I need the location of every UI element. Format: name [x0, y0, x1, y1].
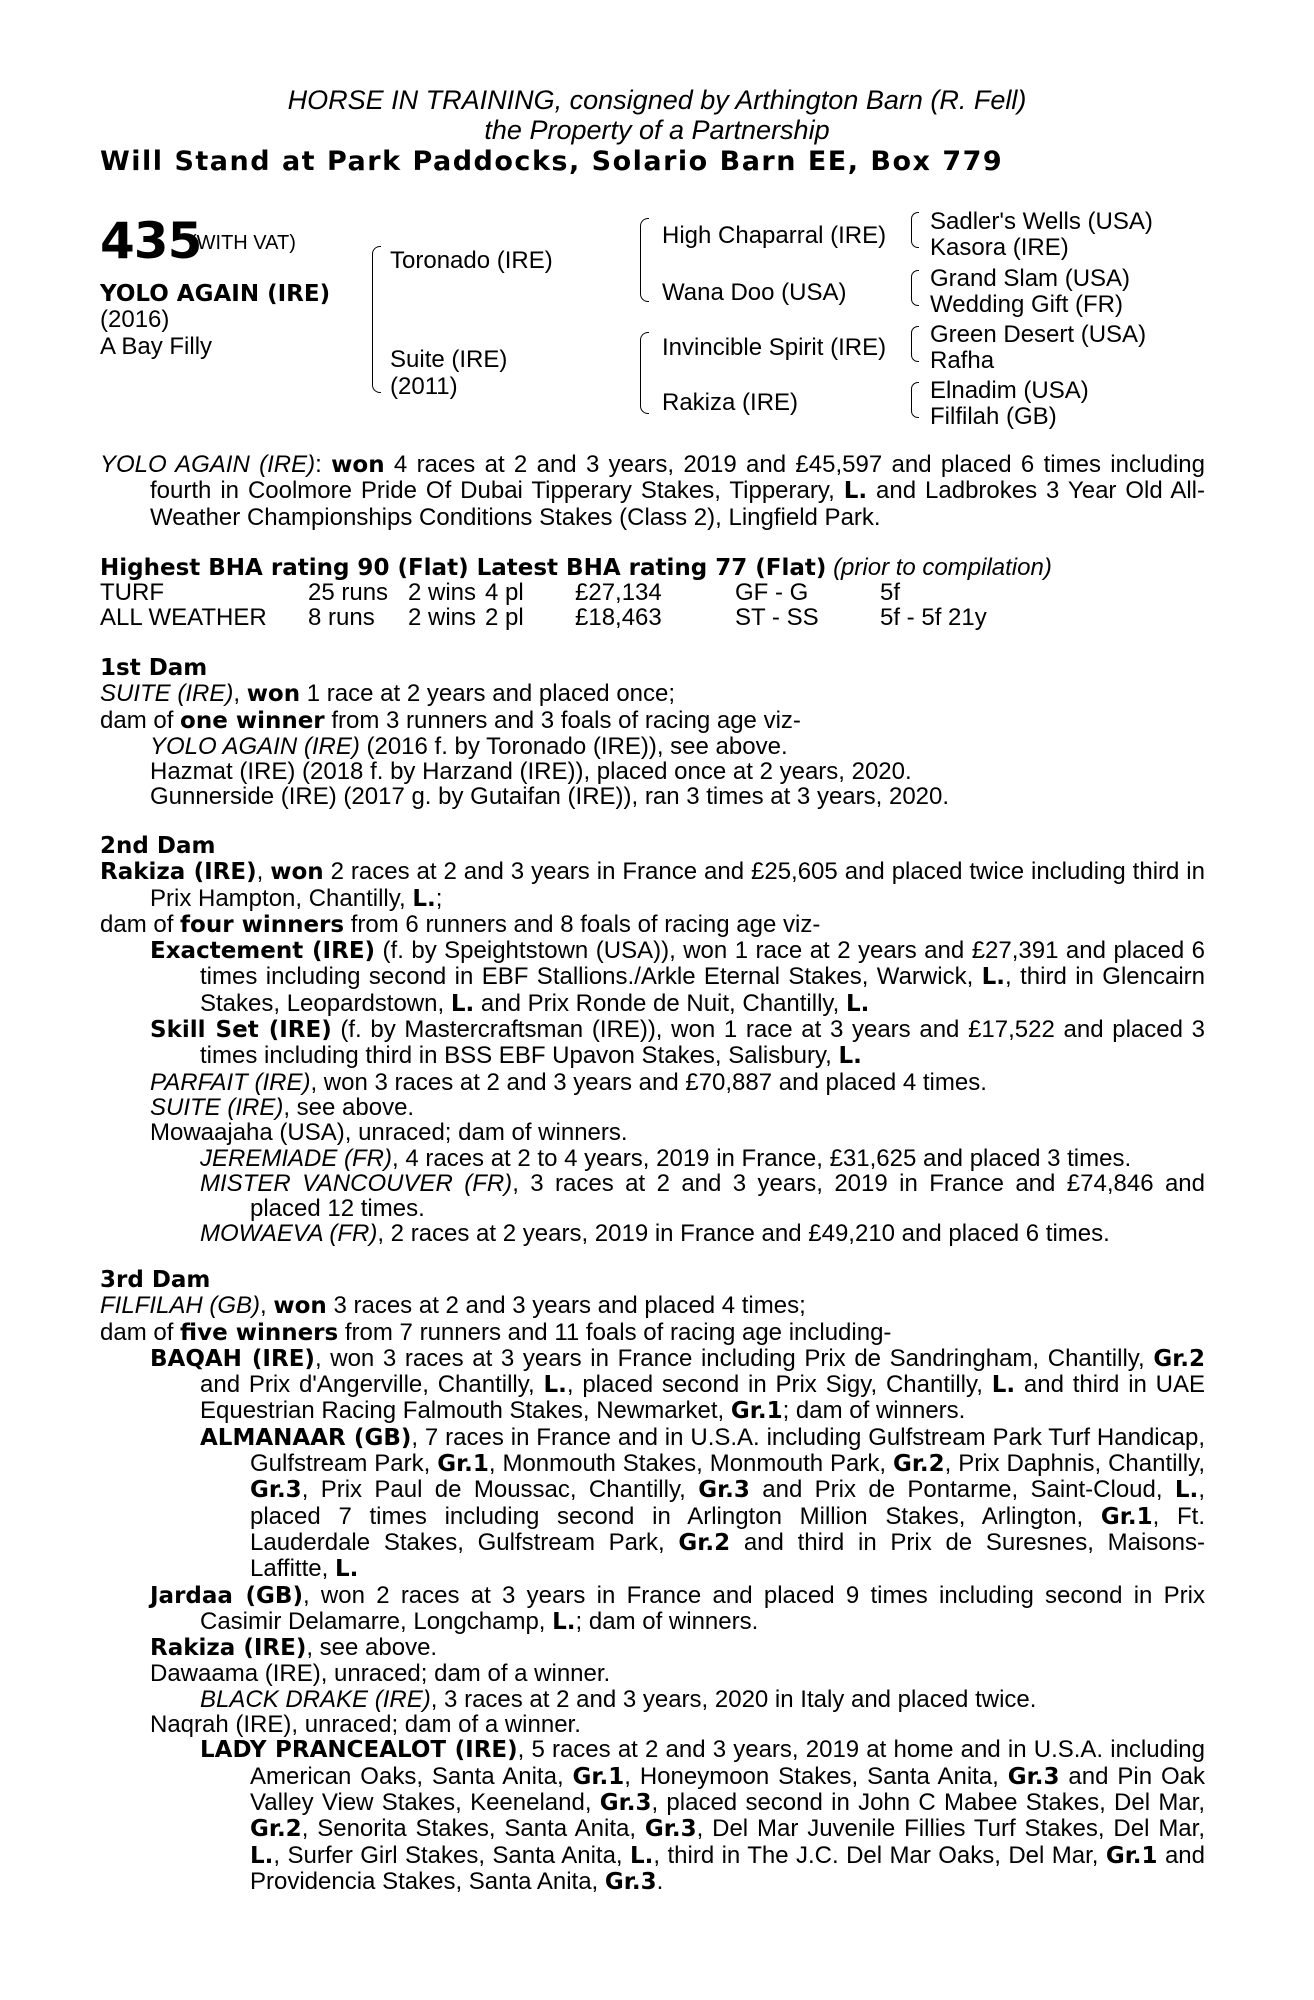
progeny-text: , won 2 races at 3 years in France and placed 9 times including second in Prix Casimir Delamarre, Longchamp,	[200, 1581, 1205, 1635]
pedigree-dds: Elnadim (USA)	[930, 377, 1089, 404]
dam-name: FILFILAH (GB)	[100, 1292, 261, 1320]
first-dam-section: 1st Dam SUITE (IRE), won 1 race at 2 years and placed once; dam of one winner from 3 runners and 3 foals of racing age viz- YOLO AGAIN (IRE) (2016 f. by Toronado (IRE)), see above. Hazmat (IRE) (2018 f. by Harzand (IRE)), placed once at 2 years, 2020. Gunnerside (IRE) (2017 g. by Gutaifan (IRE)), ran 3 times at 3 years, 2020.	[100, 656, 1205, 810]
pedigree-dam-sire: Invincible Spirit (IRE)	[662, 334, 887, 361]
progeny-text: , Monmouth Stakes, Monmouth Park,	[488, 1450, 893, 1478]
progeny-text: ; dam of winners.	[782, 1397, 966, 1425]
progeny-text: , 5 races at 2 and 3 years, 2019 at home and in U.S.A. including American Oaks, Santa Anita,	[250, 1736, 1205, 1790]
progeny-text: , 4 races at 2 to 4 years, 2019 in France, £31,625 and placed 3 times.	[392, 1144, 1132, 1172]
grade-mark: Gr.1	[730, 1398, 783, 1425]
third-dam-section: 3rd Dam FILFILAH (GB), won 3 races at 2 and 3 years and placed 4 times; dam of five winners from 7 runners and 11 foals of racing age including- BAQAH (IRE), won 3 races at 3 years in France including Prix de Sandringham, Chantilly, Gr.2 and Prix d'Angerville, Chantilly, L., placed second in Prix Sigy, Chantilly, L. and third in UAE Equestrian Racing Falmouth Stakes, Newmarket, Gr.1; dam of winners. ALMANAAR (GB), 7 races in France and in U.S.A. including Gulfstream Park Turf Handicap, Gulfstream Park, Gr.1, Monmouth Stakes, Monmouth Park, Gr.2, Prix Daphnis, Chantilly, Gr.3, Prix Paul de Moussac, Chantilly, Gr.3 and Prix de Pontarme, Saint-Cloud, L., placed 7 times including second in Arlington Million Stakes, Arlington, Gr.1, Ft. Lauderdale Stakes, Gulfstream Park, Gr.2 and third in Prix de Suresnes, Maisons-Laffitte, L. Jardaa (GB), won 2 races at 3 years in France and placed 9 times including second in Prix Casimir Delamarre, Longchamp, L.; dam of winners. Rakiza (IRE), see above. Dawaama (IRE), unraced; dam of a winner. BLACK DRAKE (IRE), 3 races at 2 and 3 years, 2020 in Italy and placed twice. Naqrah (IRE), unraced; dam of a winner. LADY PRANCEALOT (IRE), 5 races at 2 and 3 years, 2019 at home and in U.S.A. including American Oaks, Santa Anita, Gr.1, Honeymoon Stakes, Santa Anita, Gr.3 and Pin Oak Valley View Stakes, Keeneland, Gr.3, placed second in John C Mabee Stakes, Del Mar, Gr.2, Senorita Stakes, Santa Anita, Gr.3, Del Mar Juvenile Fillies Turf Stakes, Del Mar, L., Surfer Girl Stakes, Santa Anita, L., third in The J.C. Del Mar Oaks, Del Mar, Gr.1 and Providencia Stakes, Santa Anita, Gr.3.	[100, 1267, 1206, 1895]
listed-mark: L.	[845, 990, 870, 1017]
table-cell: ST - SS	[735, 604, 819, 631]
race-record-table	[100, 580, 1200, 632]
grade-mark: Gr.3	[698, 1477, 750, 1504]
progeny-text: , Prix Paul de Moussac, Chantilly,	[301, 1476, 699, 1504]
grand-progeny-name: LADY PRANCEALOT (IRE)	[200, 1737, 518, 1764]
pedigree-sdd: Wedding Gift (FR)	[930, 291, 1123, 318]
pedigree-sss: Sadler's Wells (USA)	[930, 208, 1153, 235]
progeny-entry: Naqrah (IRE), unraced; dam of a winner.	[150, 1711, 581, 1739]
progeny-text: and Providencia Stakes, Santa Anita,	[250, 1841, 1205, 1895]
progeny-text: and Prix Ronde de Nuit, Chantilly,	[474, 989, 846, 1017]
won-label: won	[273, 1293, 327, 1320]
pedigree-ddd: Filfilah (GB)	[930, 403, 1057, 430]
progeny-text: , placed 7 times including second in Arlington Million Stakes, Arlington,	[250, 1476, 1205, 1530]
progeny-name: Exactement (IRE)	[150, 938, 376, 965]
winners-count: five winners	[180, 1319, 339, 1346]
progeny-name: Rakiza (IRE)	[150, 1635, 307, 1662]
progeny-text: and third in UAE Equestrian Racing Falmouth Stakes, Newmarket,	[200, 1371, 1206, 1425]
table-cell: 5f	[880, 579, 901, 606]
table-cell: 5f - 5f 21y	[880, 604, 987, 631]
progeny-text: and Pin Oak Valley View Stakes, Keeneland,	[250, 1762, 1205, 1816]
dam-of-label: dam of	[100, 910, 181, 938]
progeny-entry: Gunnerside (IRE) (2017 g. by Gutaifan (IRE)), ran 3 times at 3 years, 2020.	[150, 783, 950, 811]
table-cell: £27,134	[575, 579, 662, 606]
summary-text: 4 races at 2 and 3 years, 2019 and £45,597 and placed 6 times including fourth in Coolmore Pride Of Dubai Tipperary Stakes, Tipperary,	[150, 451, 1205, 505]
pedigree-dss: Green Desert (USA)	[930, 321, 1147, 348]
progeny-name: Skill Set (IRE)	[150, 1017, 332, 1044]
progeny-text: (f. by Mastercraftsman (IRE)), won 1 race at 3 years and £17,522 and placed 3 times including third in BSS EBF Upavon Stakes, Salisbury,	[200, 1016, 1205, 1070]
listed-mark: L.	[981, 964, 1006, 991]
progeny-text: , see above.	[306, 1634, 438, 1662]
progeny-text: (f. by Speightstown (USA)), won 1 race at 2 years and £27,391 and placed 6 times including second in EBF Stallions./Arkle Eternal Stakes, Warwick,	[200, 937, 1205, 991]
progeny-name: PARFAIT (IRE)	[150, 1068, 311, 1096]
runners-text: from 3 runners and 3 foals of racing age viz-	[324, 706, 801, 734]
progeny-text: , 2 races at 2 years, 2019 in France and £49,210 and placed 6 times.	[377, 1220, 1110, 1248]
listed-mark: L.	[630, 1842, 654, 1869]
punct: .	[656, 1867, 664, 1895]
horse-description: A Bay Filly	[100, 333, 213, 360]
grand-progeny-name: ALMANAAR (GB)	[200, 1424, 412, 1451]
race-summary: YOLO AGAIN (IRE): won 4 races at 2 and 3 years, 2019 and £45,597 and placed 6 times including fourth in Coolmore Pride Of Dubai Tipperary Stakes, Tipperary, L. and Ladbrokes 3 Year Old All-Weather Championships Conditions Stakes (Class 2), Lingfield Park.	[100, 451, 1205, 531]
progeny-text: , 3 races at 2 and 3 years, 2019 in France and £74,846 and placed 12 times.	[250, 1169, 1205, 1223]
listed-mark: L.	[838, 1043, 862, 1070]
grade-mark: Gr.3	[644, 1816, 697, 1843]
ss-bracket	[911, 212, 919, 248]
progeny-text: , third in Glencairn Stakes, Leopardstown,	[200, 963, 1205, 1017]
section-title: 1st Dam	[100, 655, 208, 681]
progeny-text: ; dam of winners.	[575, 1607, 759, 1635]
won-label: won	[270, 859, 324, 886]
table-cell: 2 pl	[485, 604, 524, 631]
grand-progeny-name: MOWAEVA (FR)	[200, 1220, 378, 1248]
progeny-text: , Honeymoon Stakes, Santa Anita,	[624, 1762, 1008, 1790]
runners-text: from 7 runners and 11 foals of racing age including-	[338, 1318, 892, 1346]
listed-mark: L.	[543, 1372, 567, 1399]
progeny-text: , 7 races in France and in U.S.A. including Gulfstream Park Turf Handicap, Gulfstream Park,	[250, 1423, 1205, 1478]
lot-number: 435	[100, 212, 202, 270]
listed-mark: L.	[450, 990, 475, 1017]
pedigree-ssd: Kasora (IRE)	[930, 234, 1069, 261]
second-dam-section: 2nd Dam Rakiza (IRE), won 2 races at 2 and 3 years in France and £25,605 and placed twice including third in Prix Hampton, Chantilly, L.; dam of four winners from 6 runners and 8 foals of racing age viz- Exactement (IRE) (f. by Speightstown (USA)), won 1 race at 2 years and £27,391 and placed 6 times including second in EBF Stallions./Arkle Eternal Stakes, Warwick, L., third in Glencairn Stakes, Leopardstown, L. and Prix Ronde de Nuit, Chantilly, L. Skill Set (IRE) (f. by Mastercraftsman (IRE)), won 1 race at 3 years and £17,522 and placed 3 times including third in BSS EBF Upavon Stakes, Salisbury, L. PARFAIT (IRE), won 3 races at 2 and 3 years and £70,887 and placed 4 times. SUITE (IRE), see above. Mowaajaha (USA), unraced; dam of winners. JEREMIADE (FR), 4 races at 2 to 4 years, 2019 in France, £31,625 and placed 3 times. MISTER VANCOUVER (FR), 3 races at 2 and 3 years, 2019 in France and £74,846 and placed 12 times. MOWAEVA (FR), 2 races at 2 years, 2019 in France and £49,210 and placed 6 times.	[100, 833, 1205, 1248]
grade-mark: Gr.2	[250, 1816, 302, 1843]
dam-record: 3 races at 2 and 3 years and placed 4 times;	[326, 1292, 806, 1320]
pedigree-dam: Suite (IRE)	[390, 346, 508, 373]
grade-mark: Gr.3	[250, 1477, 302, 1504]
pedigree-sds: Grand Slam (USA)	[930, 265, 1131, 292]
grade-mark: Gr.3	[1007, 1763, 1060, 1790]
sire-parents-bracket	[640, 218, 649, 302]
progeny-text: (2016 f. by Toronado (IRE)), see above.	[359, 732, 788, 760]
progeny-text: , 3 races at 2 and 3 years, 2020 in Italy and placed twice.	[430, 1685, 1037, 1713]
progeny-text: , placed second in Prix Sigy, Chantilly,	[566, 1371, 992, 1399]
summary-text-end: and Ladbrokes 3 Year Old All-Weather Championships Conditions Stakes (Class 2), Lingfield Park.	[150, 477, 1205, 531]
grade-mark: Gr.3	[599, 1789, 652, 1816]
ds-bracket	[911, 326, 919, 362]
dam-of-label: dam of	[100, 706, 181, 734]
winners-count: one winner	[180, 707, 325, 734]
dam-of-label: dam of	[100, 1318, 181, 1346]
dam-name: SUITE (IRE)	[100, 680, 234, 708]
progeny-text: , placed second in John C Mabee Stakes, Del Mar,	[651, 1788, 1205, 1816]
progeny-text: , Surfer Girl Stakes, Santa Anita,	[273, 1841, 631, 1869]
progeny-text: , Ft. Lauderdale Stakes, Gulfstream Park,	[250, 1502, 1205, 1556]
grade-mark: Gr.2	[892, 1451, 945, 1478]
pedigree-dsd: Rafha	[930, 347, 995, 374]
table-cell: 8 runs	[308, 604, 375, 631]
table-cell: 4 pl	[485, 579, 524, 606]
sd-bracket	[911, 270, 919, 306]
progeny-text: , see above.	[283, 1093, 415, 1121]
section-title: 3rd Dam	[100, 1267, 211, 1293]
punct: ;	[435, 884, 443, 912]
listed-mark: L.	[412, 885, 436, 912]
grade-mark: Gr.1	[1105, 1842, 1158, 1869]
progeny-text: and third in Prix de Suresnes, Maisons-Laffitte,	[250, 1528, 1205, 1583]
progeny-name: BAQAH (IRE)	[150, 1345, 315, 1372]
table-cell: GF - G	[735, 579, 809, 606]
listed-mark: L.	[991, 1372, 1016, 1399]
listed-mark: L.	[1174, 1477, 1199, 1504]
listed-mark: L.	[334, 1556, 359, 1583]
dam-name: Rakiza (IRE)	[100, 859, 257, 886]
horse-name: YOLO AGAIN (IRE)	[100, 281, 331, 307]
pedigree-dam-dam: Rakiza (IRE)	[662, 389, 799, 416]
pedigree-sire-sire: High Chaparral (IRE)	[662, 222, 887, 249]
progeny-entry: Hazmat (IRE) (2018 f. by Harzand (IRE)), placed once at 2 years, 2020.	[150, 758, 912, 786]
grade-mark: Gr.3	[604, 1868, 657, 1895]
section-title: 2nd Dam	[100, 833, 216, 859]
grand-progeny-name: MISTER VANCOUVER (FR)	[200, 1169, 513, 1197]
grade-mark: Gr.1	[572, 1763, 625, 1790]
progeny-text: , Del Mar Juvenile Fillies Turf Stakes, Del Mar,	[696, 1815, 1205, 1843]
consignor-line: HORSE IN TRAINING, consigned by Arthington Barn (R. Fell)	[287, 85, 1027, 115]
progeny-text: , won 3 races at 2 and 3 years and £70,887 and placed 4 times.	[310, 1068, 987, 1096]
won-label: won	[246, 681, 301, 708]
progeny-entry: Mowaajaha (USA), unraced; dam of winners.	[150, 1119, 628, 1147]
grade-mark: Gr.1	[437, 1451, 489, 1478]
grade-mark: Gr.1	[1100, 1503, 1153, 1530]
listed-mark: L.	[843, 478, 868, 505]
sire-dam-bracket	[372, 246, 381, 393]
won-label: won	[331, 452, 385, 478]
progeny-name: Jardaa (GB)	[150, 1582, 303, 1609]
progeny-name: YOLO AGAIN (IRE)	[150, 732, 360, 760]
grand-progeny-name: BLACK DRAKE (IRE)	[200, 1685, 431, 1713]
table-cell: £18,463	[575, 604, 662, 631]
pedigree-sire-dam: Wana Doo (USA)	[662, 279, 847, 306]
grand-progeny-name: JEREMIADE (FR)	[200, 1144, 392, 1172]
winners-count: four winners	[180, 911, 345, 938]
progeny-text: , Prix Daphnis, Chantilly,	[944, 1450, 1205, 1478]
dam-record: 1 race at 2 years and placed once;	[300, 680, 676, 708]
table-cell: 25 runs	[308, 579, 389, 606]
pedigree-sire: Toronado (IRE)	[390, 247, 553, 274]
table-cell: TURF	[100, 579, 164, 606]
progeny-text: , Senorita Stakes, Santa Anita,	[301, 1815, 645, 1843]
progeny-text: , third in The J.C. Del Mar Oaks, Del Mar,	[653, 1841, 1106, 1869]
stand-location: Will Stand at Park Paddocks, Solario Barn EE, Box 779	[100, 146, 1004, 177]
runners-text: from 6 runners and 8 foals of racing age viz-	[344, 910, 821, 938]
summary-horse-name: YOLO AGAIN (IRE)	[100, 451, 316, 478]
property-line: the Property of a Partnership	[484, 115, 830, 145]
progeny-text: and Prix d'Angerville, Chantilly,	[200, 1371, 544, 1399]
dd-bracket	[911, 382, 919, 418]
listed-mark: L.	[250, 1842, 274, 1869]
vat-note: (WITH VAT)	[190, 232, 296, 254]
progeny-text: , won 3 races at 3 years in France including Prix de Sandringham, Chantilly,	[314, 1344, 1154, 1372]
table-cell: 2 wins	[408, 579, 477, 606]
foaling-year: (2016)	[100, 306, 170, 333]
progeny-name: SUITE (IRE)	[150, 1093, 284, 1121]
progeny-entry: Dawaama (IRE), unraced; dam of a winner.	[150, 1660, 611, 1688]
grade-mark: Gr.2	[1153, 1345, 1205, 1372]
dam-parents-bracket	[640, 332, 649, 414]
bha-rating	[100, 554, 1052, 582]
listed-mark: L.	[552, 1608, 576, 1635]
dam-record: 2 races at 2 and 3 years in France and £25,605 and placed twice including third in Prix Hampton, Chantilly,	[150, 858, 1205, 912]
table-cell: 2 wins	[408, 604, 477, 631]
grade-mark: Gr.2	[678, 1529, 731, 1556]
progeny-text: and Prix de Pontarme, Saint-Cloud,	[749, 1476, 1175, 1504]
rating-note: (prior to compilation)	[833, 554, 1052, 581]
pedigree-dam-year: (2011)	[390, 373, 458, 400]
table-cell: ALL WEATHER	[100, 604, 267, 631]
rating-text: Highest BHA rating 90 (Flat) Latest BHA rating 77 (Flat)	[100, 555, 827, 581]
